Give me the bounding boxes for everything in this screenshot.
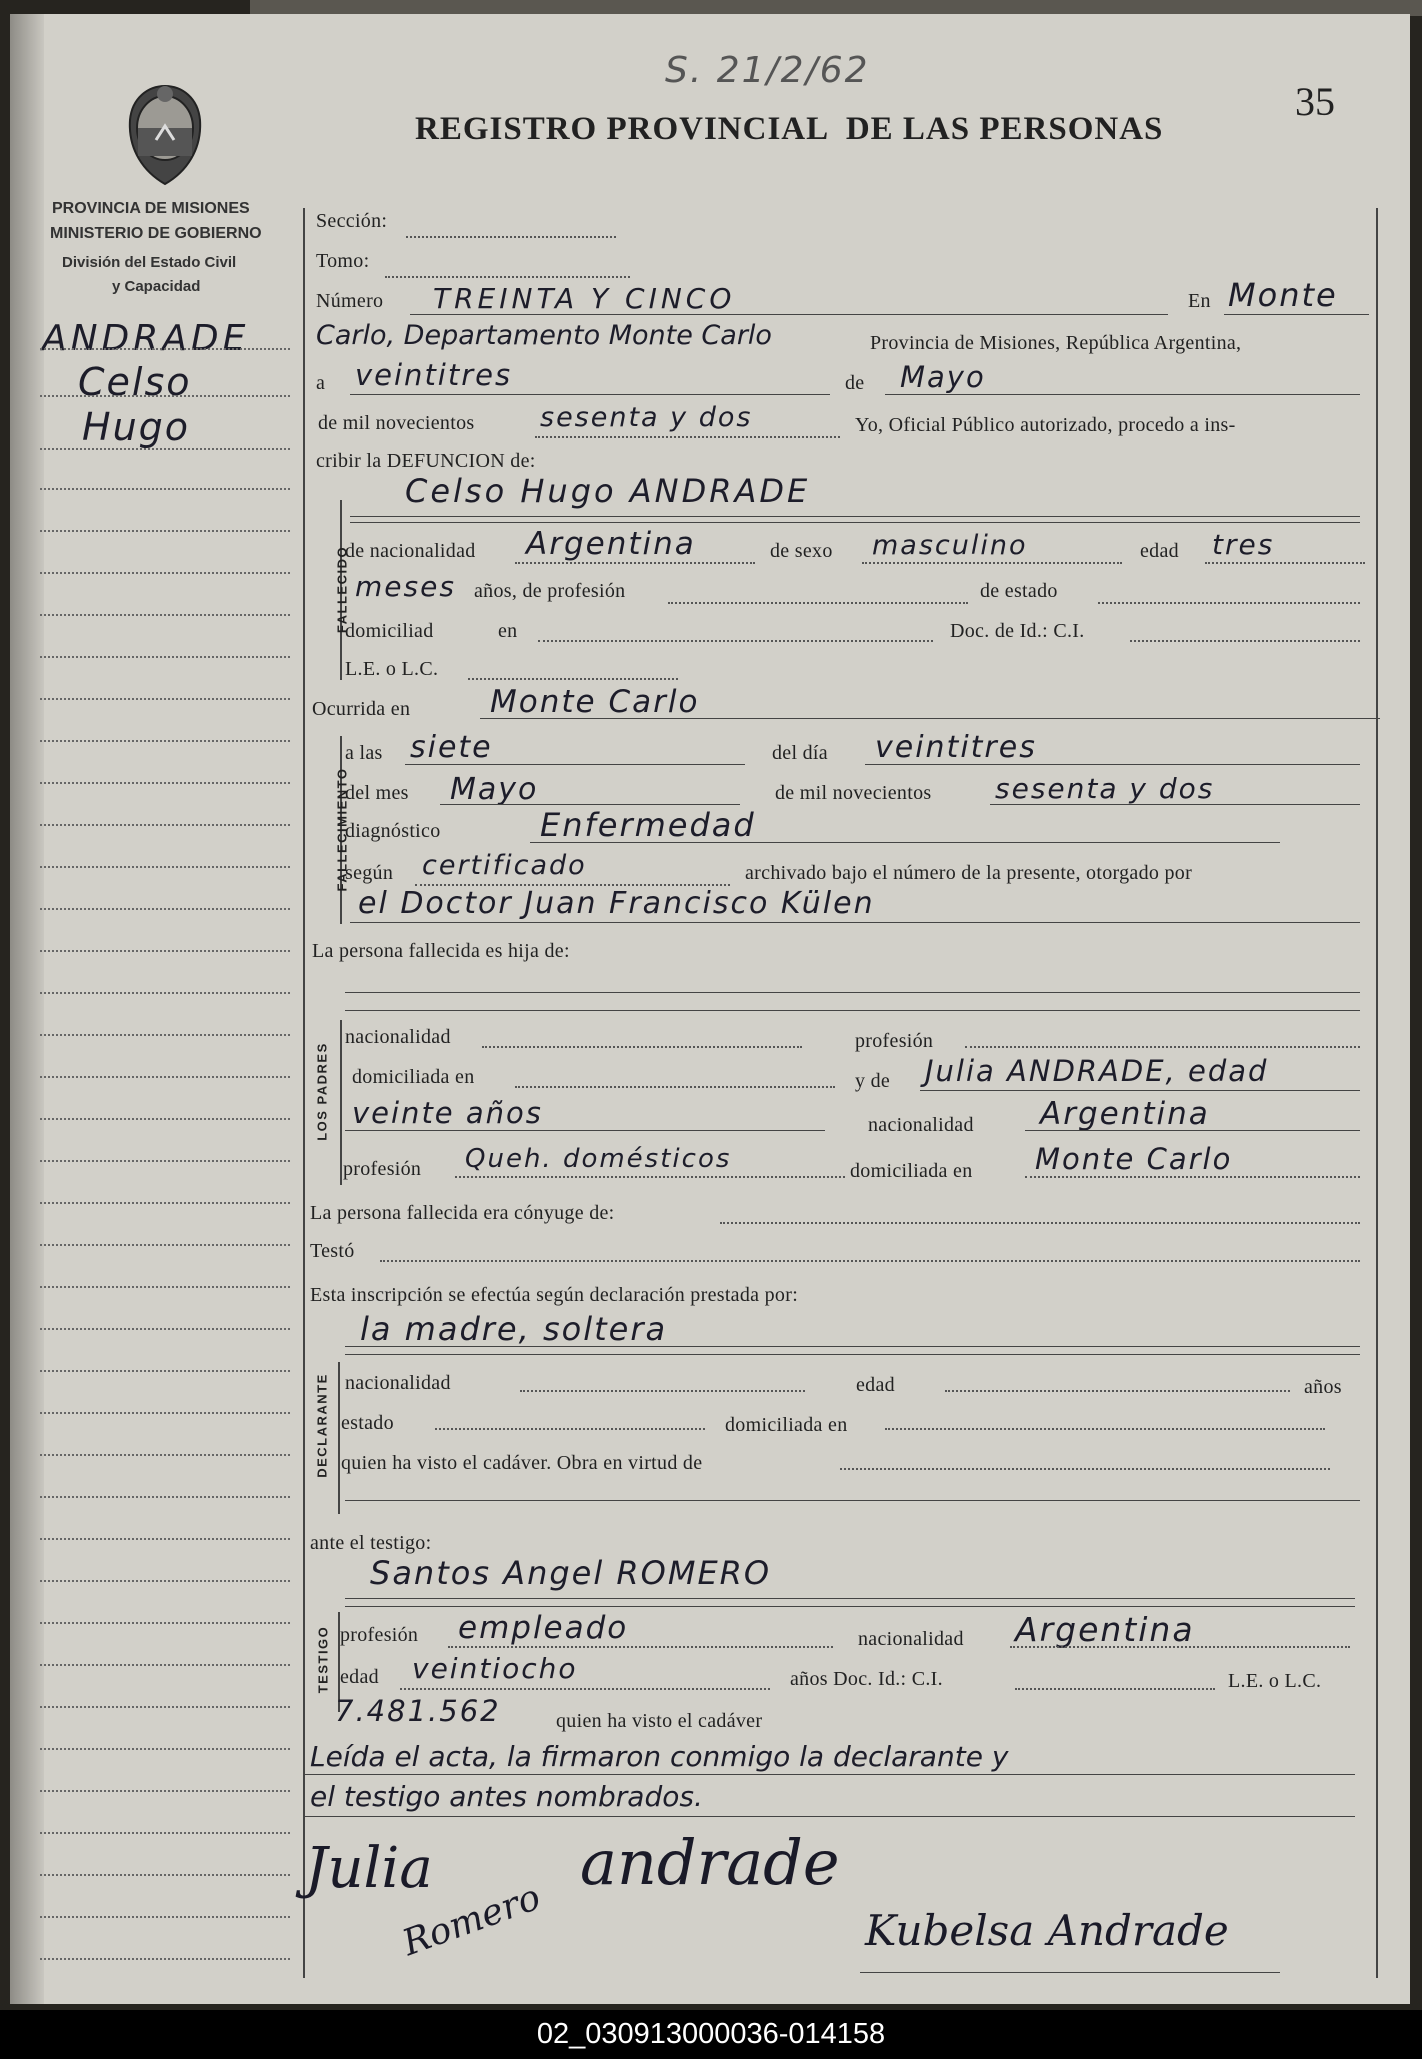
- conyuge-line: [720, 1222, 1360, 1224]
- madre-profesion-value: Queh. domésticos: [465, 1144, 732, 1174]
- cadaver-text: quien ha visto el cadáver. Obra en virtud de: [341, 1452, 703, 1474]
- declarante-domicilio-line: [885, 1428, 1325, 1430]
- testo-label: Testó: [310, 1240, 355, 1262]
- madre-profesion-label: profesión: [343, 1158, 422, 1180]
- padre-nacionalidad-line: [482, 1046, 802, 1048]
- margin-line: [40, 1370, 290, 1372]
- nacionalidad-label: de nacionalidad: [345, 540, 476, 562]
- section-bar: [340, 1020, 342, 1185]
- declarante-estado-label: estado: [341, 1412, 394, 1434]
- edad-value: tres: [1212, 528, 1275, 561]
- margin-line: [40, 950, 290, 952]
- signature-romero: Romero: [397, 1876, 546, 1965]
- sexo-line: [862, 562, 1122, 564]
- declaracion-label: Esta inscripción se efectúa según declaración prestada por:: [310, 1284, 799, 1306]
- testigo-value: Santos Angel ROMERO: [370, 1554, 772, 1592]
- meses-value: meses: [355, 570, 456, 603]
- declarante-value: la madre, soltera: [360, 1310, 668, 1348]
- declarante-line-2: [345, 1354, 1360, 1355]
- y-de-label: y de: [855, 1070, 891, 1092]
- margin-line: [40, 1160, 290, 1162]
- month-line: [885, 394, 1360, 395]
- doctor-value: el Doctor Juan Francisco Külen: [358, 886, 875, 921]
- cadaver-line-2: [345, 1500, 1360, 1501]
- madre-nacionalidad-value: Argentina: [1040, 1096, 1210, 1132]
- deceased-name-line-2: [350, 522, 1360, 523]
- declarante-estado-line: [435, 1428, 705, 1430]
- ocurrida-line: [480, 718, 1380, 719]
- padre-line-2: [345, 1010, 1360, 1011]
- mother-age-line: [345, 1130, 825, 1131]
- testigo-profesion-value: empleado: [458, 1610, 629, 1646]
- margin-line: [40, 1118, 290, 1120]
- segun-value: certificado: [422, 850, 587, 881]
- edad-line: [1205, 562, 1365, 564]
- a-las-value: siete: [410, 730, 493, 765]
- seccion-label: Sección:: [316, 210, 388, 232]
- margin-line: [40, 1706, 290, 1708]
- margin-line: [40, 740, 290, 742]
- fallecimiento-label: FALLECIMIENTO: [334, 767, 350, 892]
- nacionalidad-line: [515, 562, 755, 564]
- margin-line: [40, 1454, 290, 1456]
- a-las-label: a las: [345, 742, 383, 764]
- testigo-doc-line: [1015, 1688, 1215, 1690]
- numero-label: Número: [316, 290, 384, 312]
- year-line: [535, 436, 840, 438]
- le-lc-line: [468, 678, 678, 680]
- segun-label: según: [345, 862, 394, 884]
- margin-line: [40, 656, 290, 658]
- signature-official-line: [860, 1972, 1280, 1973]
- declarante-nacionalidad-label: nacionalidad: [345, 1372, 451, 1394]
- declarante-edad-label: edad: [856, 1374, 895, 1396]
- del-mes-label: del mes: [345, 782, 409, 804]
- book-spine: [10, 14, 44, 2004]
- edad-label: edad: [1140, 540, 1179, 562]
- margin-line: [40, 1328, 290, 1330]
- margin-line: [40, 782, 290, 784]
- scan-id-footer: 02_030913000036-014158: [0, 2010, 1422, 2059]
- sexo-label: de sexo: [770, 540, 833, 562]
- testigo-doc-label: años Doc. Id.: C.I.: [790, 1668, 943, 1690]
- page-number: 35: [1295, 79, 1335, 124]
- margin-given-name-1: Celso: [78, 360, 192, 404]
- numero-value: TREINTA Y CINCO: [433, 282, 736, 315]
- margin-division: División del Estado Civil: [62, 254, 237, 271]
- padre-profesion-label: profesión: [855, 1030, 934, 1052]
- doc-id-label: Doc. de Id.: C.I.: [950, 620, 1085, 642]
- margin-province: PROVINCIA DE MISIONES: [52, 200, 250, 217]
- testigo-label: ante el testigo:: [310, 1532, 432, 1554]
- top-note: S. 21/2/62: [665, 50, 870, 91]
- deceased-name-line: [350, 516, 1360, 517]
- madre-domicilio-label: domiciliada en: [850, 1160, 973, 1182]
- margin-line: [40, 1244, 290, 1246]
- margin-line: [40, 992, 290, 994]
- margin-line: [40, 572, 290, 574]
- del-dia-value: veintitres: [875, 730, 1037, 765]
- month-value: Mayo: [900, 360, 986, 394]
- padre-profesion-line: [965, 1046, 1360, 1048]
- testigo-numero-value: 7.481.562: [335, 1694, 501, 1728]
- coat-of-arms-icon: [122, 80, 208, 190]
- mother-age-value: veinte años: [352, 1096, 543, 1130]
- padres-label: LOS PADRES: [314, 1042, 330, 1141]
- margin-line: [40, 1790, 290, 1792]
- margin-surname: ANDRADE: [42, 318, 250, 359]
- testigo-le-lc-label: L.E. o L.C.: [1228, 1670, 1322, 1692]
- closing-line-rule: [305, 1774, 1355, 1775]
- mother-line: [920, 1090, 1360, 1091]
- madre-domicilio-value: Monte Carlo: [1035, 1142, 1233, 1176]
- place-value: Carlo, Departamento Monte Carlo: [316, 320, 772, 351]
- ocurrida-label: Ocurrida en: [312, 698, 411, 720]
- tomo-line: [385, 276, 630, 278]
- diagnostico-value: Enfermedad: [540, 806, 756, 844]
- del-dia-line: [865, 764, 1360, 765]
- margin-ministry: MINISTERIO DE GOBIERNO: [50, 225, 262, 242]
- madre-profesion-line: [455, 1176, 845, 1178]
- declarante-line: [345, 1346, 1360, 1347]
- profesion-line: [668, 602, 968, 604]
- del-mes-line: [440, 804, 740, 805]
- testigo-profesion-line: [448, 1646, 833, 1648]
- testigo-nacionalidad-line: [1010, 1646, 1350, 1648]
- closing-line-2: el testigo antes nombrados.: [310, 1780, 703, 1813]
- doctor-line: [350, 922, 1360, 923]
- madre-domicilio-line: [1025, 1176, 1360, 1178]
- day-line: [350, 394, 830, 395]
- cribir-text: cribir la DEFUNCION de:: [316, 450, 536, 472]
- doc-id-line: [1130, 640, 1360, 642]
- declarante-nacionalidad-line: [520, 1390, 805, 1392]
- del-mes-value: Mayo: [450, 772, 539, 807]
- margin-line: [40, 1580, 290, 1582]
- madre-nacionalidad-label: nacionalidad: [868, 1114, 974, 1136]
- diagnostico-label: diagnóstico: [345, 820, 441, 842]
- margin-line: [40, 614, 290, 616]
- testigo-edad-value: veintiocho: [412, 1652, 578, 1685]
- signature-andrade: andrade: [580, 1826, 840, 1899]
- de-label: de: [845, 372, 865, 394]
- a-las-line: [405, 764, 745, 765]
- padre-domicilio-label: domiciliada en: [352, 1066, 475, 1088]
- diagnostico-line: [530, 842, 1280, 843]
- de-mil-line: [990, 804, 1360, 805]
- sexo-value: masculino: [872, 530, 1028, 561]
- archivado-text: archivado bajo el número de la presente, otorgado por: [745, 862, 1193, 884]
- tomo-label: Tomo:: [316, 250, 370, 272]
- le-lc-label: L.E. o L.C.: [345, 658, 439, 680]
- fallecido-label: FALLECIDO: [334, 545, 350, 634]
- frame-left-border: [303, 208, 305, 1978]
- margin-line: [40, 530, 290, 532]
- margin-line: [40, 1664, 290, 1666]
- declarante-domicilio-label: domiciliada en: [725, 1414, 848, 1436]
- padre-domicilio-line: [515, 1086, 835, 1088]
- signature-official: Kubelsa Andrade: [865, 1906, 1229, 1955]
- a-label: a: [316, 372, 326, 394]
- deceased-name: Celso Hugo ANDRADE: [405, 472, 811, 510]
- margin-line: [40, 1874, 290, 1876]
- margin-line: [40, 448, 290, 450]
- margin-line: [40, 824, 290, 826]
- padre-nacionalidad-label: nacionalidad: [345, 1026, 451, 1048]
- margin-line: [40, 395, 290, 397]
- estado-line: [1098, 602, 1360, 604]
- margin-line: [40, 1538, 290, 1540]
- margin-line: [40, 1916, 290, 1918]
- margin-line: [40, 1076, 290, 1078]
- margin-line: [40, 698, 290, 700]
- domicilio-line: [538, 640, 933, 642]
- yo-text: Yo, Oficial Público autorizado, procedo a ins-: [855, 414, 1236, 436]
- en-value: Monte: [1228, 276, 1338, 314]
- section-bar: [338, 1362, 340, 1514]
- declarante-edad-line: [945, 1390, 1290, 1392]
- provincia-text: Provincia de Misiones, República Argentina,: [870, 332, 1242, 354]
- closing-line-1: Leída el acta, la firmaron conmigo la declarante y: [310, 1740, 1009, 1773]
- margin-given-name-2: Hugo: [82, 405, 191, 449]
- testigo-edad-label: edad: [340, 1666, 379, 1688]
- frame-right-border: [1376, 208, 1378, 1978]
- padre-line: [345, 992, 1360, 993]
- margin-line: [40, 1034, 290, 1036]
- margin-line: [40, 488, 290, 490]
- margin-line: [40, 1622, 290, 1624]
- testigo-line-2: [345, 1606, 1355, 1607]
- mother-value: Julia ANDRADE, edad: [925, 1054, 1269, 1088]
- nacionalidad-value: Argentina: [526, 526, 696, 562]
- domiciliado-label: domiciliad: [345, 620, 434, 642]
- madre-nacionalidad-line: [1025, 1130, 1360, 1131]
- margin-line: [40, 908, 290, 910]
- de-mil-value: sesenta y dos: [995, 772, 1215, 805]
- del-dia-label: del día: [772, 742, 828, 764]
- margin-line: [40, 1958, 290, 1960]
- testigo-section-label: TESTIGO: [315, 1625, 331, 1694]
- seccion-line: [406, 236, 616, 238]
- declarante-section-label: DECLARANTE: [314, 1373, 330, 1478]
- de-mil-label: de mil novecientos: [775, 782, 932, 804]
- margin-line: [40, 1202, 290, 1204]
- day-value: veintitres: [355, 358, 513, 392]
- margin-line: [40, 866, 290, 868]
- margin-line: [40, 1748, 290, 1750]
- testigo-nacionalidad-label: nacionalidad: [858, 1628, 964, 1650]
- estado-label: de estado: [980, 580, 1058, 602]
- margin-line: [40, 1832, 290, 1834]
- margin-line: [40, 1496, 290, 1498]
- testigo-line: [345, 1598, 1355, 1599]
- margin-line: [40, 1412, 290, 1414]
- testigo-nacionalidad-value: Argentina: [1015, 1610, 1195, 1649]
- anos-label: años: [1304, 1376, 1342, 1398]
- hija-de-label: La persona fallecida es hija de:: [312, 940, 570, 962]
- testo-line: [380, 1260, 1360, 1262]
- testigo-cadaver-text: quien ha visto el cadáver: [556, 1710, 763, 1732]
- page-title: REGISTRO PROVINCIAL DE LAS PERSONAS: [415, 111, 1164, 147]
- testigo-profesion-label: profesión: [340, 1624, 419, 1646]
- closing-line-rule-2: [305, 1816, 1355, 1817]
- cadaver-line: [840, 1468, 1330, 1470]
- testigo-edad-line: [400, 1688, 770, 1690]
- margin-line: [40, 1286, 290, 1288]
- en-word: en: [498, 620, 518, 642]
- year-value: sesenta y dos: [540, 402, 753, 433]
- en-line: [1224, 314, 1369, 315]
- en-label: En: [1188, 290, 1211, 312]
- margin-line: [40, 348, 290, 350]
- ocurrida-value: Monte Carlo: [490, 684, 700, 720]
- year-label: de mil novecientos: [318, 412, 475, 434]
- anos-profesion-label: años, de profesión: [474, 580, 626, 602]
- conyuge-label: La persona fallecida era cónyuge de:: [310, 1202, 615, 1224]
- margin-capacity: y Capacidad: [112, 278, 201, 295]
- numero-line: [410, 314, 1168, 315]
- signature-julia: Julia: [305, 1836, 433, 1901]
